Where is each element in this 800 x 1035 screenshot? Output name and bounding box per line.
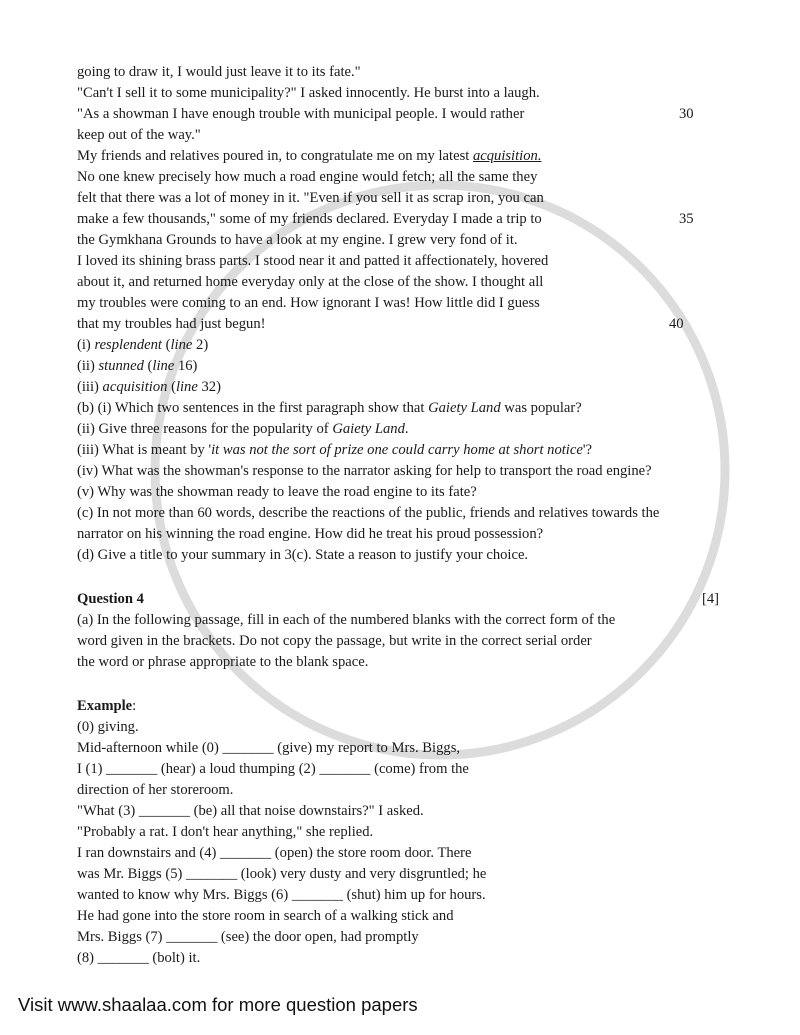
- example-line: [77, 886, 486, 904]
- text-segment: "As a showman I have enough trouble with municipal people. I would rather: [77, 106, 525, 122]
- text-segment: Gaiety Land: [428, 400, 501, 416]
- text-segment: I (1) _______ (hear) a loud thumping (2) _______ (come) from the: [77, 761, 469, 777]
- text-line: [77, 525, 543, 543]
- text-segment: acquisition.: [472, 148, 542, 164]
- text-segment: :: [132, 698, 137, 714]
- example-line: [77, 865, 486, 883]
- text-segment: No one knew precisely how much a road engine would fetch; all the same they: [77, 169, 538, 185]
- text-segment: it was not the sort of prize one could carry home at short notice: [211, 442, 583, 458]
- text-segment: '?: [582, 442, 592, 458]
- text-segment: 32): [197, 379, 221, 395]
- text-segment: I loved its shining brass parts. I stood near it and patted it affectionately, hovered: [77, 253, 549, 269]
- text-segment: about it, and returned home everyday only at the close of the show. I thought all: [77, 274, 544, 290]
- text-segment: Gaiety Land: [332, 421, 405, 437]
- text-line: [77, 378, 221, 396]
- question-line: [77, 632, 592, 650]
- example-line: [77, 844, 471, 862]
- text-line: [77, 168, 537, 186]
- line-number: 35: [679, 211, 694, 227]
- text-line: [77, 294, 540, 312]
- question-marks: [4]: [702, 591, 720, 607]
- example-line: [77, 907, 454, 925]
- example-line: [77, 697, 136, 715]
- example-line: [77, 802, 424, 820]
- footer-link[interactable]: Visit www.shaalaa.com for more question papers: [18, 994, 418, 1015]
- text-line: [77, 273, 543, 291]
- text-segment: resplendent: [94, 337, 162, 353]
- question-line: [77, 611, 615, 629]
- question-line: [77, 653, 368, 671]
- text-segment: (d) Give a title to your summary in 3(c). State a reason to justify your choice.: [77, 547, 529, 563]
- text-segment: the word or phrase appropriate to the blank space.: [77, 654, 369, 670]
- text-segment: (: [167, 379, 176, 395]
- example-line: [77, 739, 460, 757]
- text-segment: "What (3) _______ (be) all that noise downstairs?" I asked.: [77, 803, 424, 819]
- text-segment: (iii) What is meant by ': [77, 442, 212, 458]
- text-segment: (b) (i) Which two sentences in the first paragraph show that: [77, 400, 429, 416]
- text-line: [77, 315, 265, 333]
- text-segment: was Mr. Biggs (5) _______ (look) very dusty and very disgruntled; he: [77, 866, 487, 882]
- text-line: [77, 84, 540, 102]
- text-segment: narrator on his winning the road engine. How did he treat his proud possession?: [77, 526, 544, 542]
- example-line: [77, 949, 200, 967]
- text-line: [77, 126, 201, 144]
- text-segment: my troubles were coming to an end. How ignorant I was! How little did I guess: [77, 295, 540, 311]
- text-segment: Question 4: [77, 591, 144, 607]
- text-segment: (ii) Give three reasons for the popularity of: [77, 421, 333, 437]
- text-line: [77, 105, 524, 123]
- text-line: [77, 336, 208, 354]
- text-segment: (ii): [77, 358, 99, 374]
- text-segment: 16): [174, 358, 198, 374]
- text-segment: (: [161, 337, 171, 353]
- text-segment: (iv) What was the showman's response to the narrator asking for help to transport the road engine?: [77, 463, 652, 479]
- text-segment: (8) _______ (bolt) it.: [77, 950, 201, 966]
- text-segment: line: [152, 358, 175, 374]
- text-line: [77, 420, 409, 438]
- text-line: [77, 441, 592, 459]
- text-segment: He had gone into the store room in search of a walking stick and: [77, 908, 454, 924]
- text-segment: going to draw it, I would just leave it to its fate.": [77, 64, 361, 80]
- text-segment: My friends and relatives poured in, to congratulate me on my latest: [77, 148, 473, 164]
- text-segment: word given in the brackets. Do not copy the passage, but write in the correct serial order: [77, 633, 592, 649]
- text-segment: that my troubles had just begun!: [77, 316, 266, 332]
- text-segment: (: [143, 358, 153, 374]
- text-line: [77, 231, 518, 249]
- text-segment: the Gymkhana Grounds to have a look at my engine. I grew very fond of it.: [77, 232, 518, 248]
- text-segment: (c) In not more than 60 words, describe the reactions of the public, friends and relatives towards the: [77, 505, 660, 521]
- example-line: [77, 928, 419, 946]
- text-segment: I ran downstairs and (4) _______ (open) the store room door. There: [77, 845, 472, 861]
- text-line: [77, 504, 659, 522]
- example-line: [77, 781, 233, 799]
- text-segment: Example: [77, 698, 133, 714]
- text-line: [77, 357, 197, 375]
- text-segment: (a) In the following passage, fill in each of the numbered blanks with the correct form of the: [77, 612, 616, 628]
- text-segment: make a few thousands," some of my friends declared. Everyday I made a trip to: [77, 211, 542, 227]
- text-segment: acquisition: [102, 379, 168, 395]
- example-line: [77, 718, 139, 736]
- text-segment: keep out of the way.": [77, 127, 201, 143]
- text-segment: Mrs. Biggs (7) _______ (see) the door open, had promptly: [77, 929, 419, 945]
- text-segment: "Probably a rat. I don't hear anything," she replied.: [77, 824, 374, 840]
- text-line: [77, 210, 542, 228]
- text-line: [77, 63, 361, 81]
- text-segment: (i): [77, 337, 95, 353]
- example-line: [77, 760, 469, 778]
- text-segment: line: [175, 379, 198, 395]
- text-line: [77, 462, 652, 480]
- text-segment: (iii): [77, 379, 103, 395]
- text-segment: (0) giving.: [77, 719, 139, 735]
- text-segment: direction of her storeroom.: [77, 782, 234, 798]
- example-line: [77, 823, 373, 841]
- question-line: [77, 590, 144, 608]
- text-segment: stunned: [98, 358, 144, 374]
- line-number: 30: [679, 106, 694, 122]
- text-segment: line: [170, 337, 193, 353]
- text-line: [77, 399, 582, 417]
- text-segment: wanted to know why Mrs. Biggs (6) _______ (shut) him up for hours.: [77, 887, 486, 903]
- text-segment: Mid-afternoon while (0) _______ (give) my report to Mrs. Biggs,: [77, 740, 461, 756]
- text-segment: .: [404, 421, 409, 437]
- text-line: [77, 546, 528, 564]
- text-line: [77, 483, 477, 501]
- text-segment: was popular?: [500, 400, 582, 416]
- text-segment: 2): [192, 337, 209, 353]
- text-line: [77, 189, 544, 207]
- text-segment: (v) Why was the showman ready to leave the road engine to its fate?: [77, 484, 477, 500]
- text-line: [77, 252, 548, 270]
- text-segment: felt that there was a lot of money in it. "Even if you sell it as scrap iron, you can: [77, 190, 544, 206]
- text-segment: "Can't I sell it to some municipality?" I asked innocently. He burst into a laugh.: [77, 85, 540, 101]
- line-number: 40: [669, 316, 684, 332]
- text-line: [77, 147, 541, 165]
